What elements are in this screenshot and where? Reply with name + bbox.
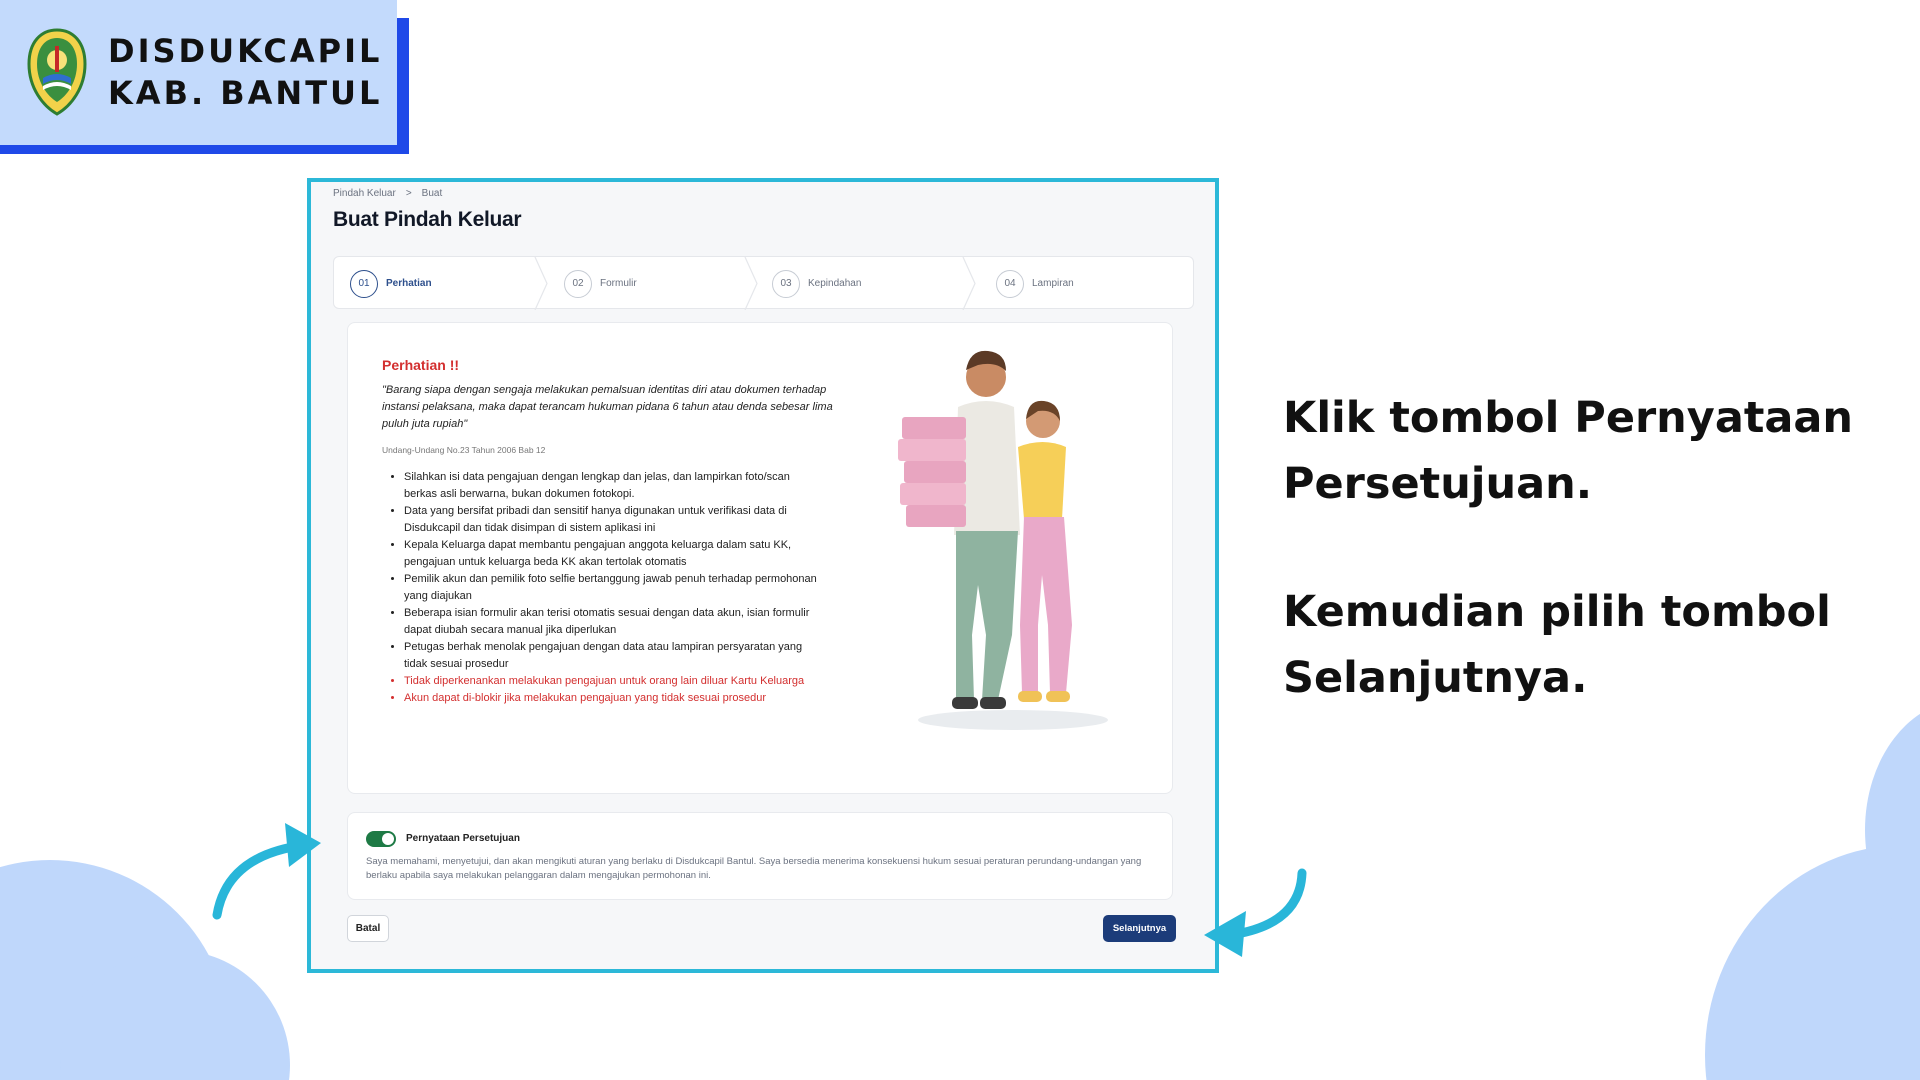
bantul-crest-icon [25, 26, 89, 118]
consent-card [347, 812, 1173, 900]
step-label: Perhatian [386, 278, 432, 289]
step-divider-icon [744, 257, 758, 310]
page-title: Buat Pindah Keluar [333, 208, 522, 231]
step-kepindahan[interactable] [772, 257, 861, 310]
step-perhatian[interactable] [350, 257, 432, 310]
rule-item-warning: • Akun dapat di-blokir jika melakukan pengajuan yang tidak sesuai prosedur [404, 690, 824, 707]
rules-list [404, 469, 824, 707]
rule-item: • Kepala Keluarga dapat membantu pengajuan anggota keluarga dalam satu KK, pengajuan untuk keluarga beda KK akan tertolak otomatis [404, 537, 824, 571]
consent-description: Saya memahami, menyetujui, dan akan mengikuti aturan yang berlaku di Disdukcapil Bantul. Saya bersedia menerima konsekuensi hukum sesuai peraturan perundang-undangan yang berlaku apabila saya melakukan pelanggaran dalam mengajukan permohonan ini. [366, 856, 1142, 881]
consent-label[interactable]: Pernyataan Persetujuan [406, 833, 520, 844]
rule-item: • Pemilik akun dan pemilik foto selfie bertanggung jawab penuh terhadap permohonan yang diajukan [404, 571, 824, 605]
step-label: Kepindahan [808, 278, 862, 289]
instruction-consent: Klik tombol Pernyataan Persetujuan. [1283, 393, 1854, 509]
instruction-next: Kemudian pilih tombol Selanjutnya. [1283, 587, 1831, 703]
step-divider-icon [962, 257, 976, 310]
notice-law-reference: Undang-Undang No.23 Tahun 2006 Bab 12 [382, 445, 546, 455]
app-screenshot [307, 178, 1219, 973]
step-number: 01 [350, 270, 378, 298]
banner-title [108, 30, 382, 114]
notice-card [347, 322, 1173, 794]
breadcrumb [333, 188, 442, 199]
toggle-knob [382, 833, 394, 845]
step-label: Formulir [600, 278, 637, 289]
step-number: 02 [564, 270, 592, 298]
rule-item-warning: • Tidak diperkenankan melakukan pengajuan untuk orang lain diluar Kartu Keluarga [404, 673, 824, 690]
step-divider-icon [534, 257, 548, 310]
banner-line-2: KAB. BANTUL [108, 74, 383, 112]
rule-item: • Data yang bersifat pribadi dan sensitif hanya digunakan untuk verifikasi data di Disdukcapil dan tidak disimpan di sistem aplikasi ini [404, 503, 824, 537]
rule-item: • Petugas berhak menolak pengajuan dengan data atau lampiran persyaratan yang tidak sesuai prosedur [404, 639, 824, 673]
cancel-button[interactable]: Batal [347, 915, 389, 942]
stepper [333, 256, 1194, 309]
banner-line-1: DISDUKCAPIL [108, 32, 383, 70]
consent-toggle[interactable] [366, 831, 396, 847]
rule-item: • Beberapa isian formulir akan terisi otomatis sesuai dengan data akun, isian formulir dapat diubah secara manual jika diperlukan [404, 605, 824, 639]
logo-banner [0, 0, 397, 145]
step-number: 04 [996, 270, 1024, 298]
next-button[interactable]: Selanjutnya [1103, 915, 1176, 942]
breadcrumb-item-pindah-keluar[interactable]: Pindah Keluar [333, 188, 396, 199]
couple-with-boxes-illustration [878, 335, 1128, 735]
curved-arrow-left-icon [205, 815, 335, 925]
instructions [1283, 385, 1883, 773]
step-lampiran[interactable] [996, 257, 1074, 310]
notice-quote: "Barang siapa dengan sengaja melakukan pemalsuan identitas diri atau dokumen terhadap instansi pelaksana, maka dapat terancam hukuman pidana 6 tahun atau denda sebesar lima puluh juta rupiah" [382, 384, 833, 430]
rule-item: • Silahkan isi data pengajuan dengan lengkap dan jelas, dan lampirkan foto/scan berkas asli berwarna, bukan dokumen fotokopi. [404, 469, 824, 503]
notice-title: Perhatian !! [382, 357, 460, 373]
curved-arrow-right-icon [1190, 865, 1320, 965]
step-label: Lampiran [1032, 278, 1074, 289]
step-number: 03 [772, 270, 800, 298]
breadcrumb-item-buat: Buat [421, 188, 443, 199]
step-formulir[interactable] [564, 257, 637, 310]
breadcrumb-separator: > [405, 188, 412, 199]
